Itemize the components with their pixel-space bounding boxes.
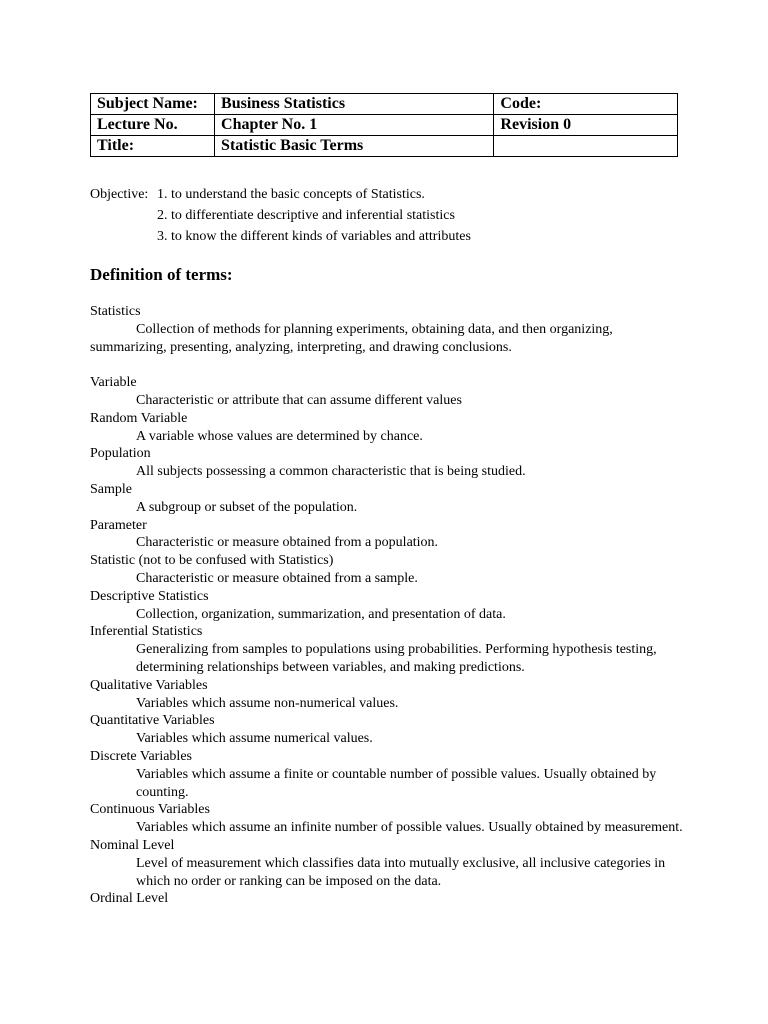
definition-statistic [90, 552, 690, 588]
code-label: Code: [494, 94, 678, 115]
definition-text: Variables which assume non-numerical values. [136, 695, 399, 711]
definition-variable [90, 374, 690, 410]
header-table [90, 93, 678, 157]
definition-text: Characteristic or measure obtained from a population. [136, 535, 439, 551]
definition-text: Variables which assume numerical values. [136, 731, 373, 747]
header-row-lecture [91, 115, 678, 136]
definition-term: Random Variable [90, 410, 188, 426]
definition-term: Nominal Level [90, 837, 175, 853]
definition-term: Qualitative Variables [90, 677, 208, 693]
title-label: Title: [91, 136, 215, 157]
definition-ordinal-level [90, 890, 690, 908]
definition-term: Ordinal Level [90, 891, 169, 907]
objective-item: 1. to understand the basic concepts of Statistics. [157, 187, 425, 202]
definition-text: Collection, organization, summarization, and presentation of data. [136, 606, 506, 622]
objective-item: 2. to differentiate descriptive and inferential statistics [157, 208, 455, 223]
empty-cell [494, 136, 678, 157]
definition-term: Quantitative Variables [90, 713, 215, 729]
title-value: Statistic Basic Terms [215, 136, 494, 157]
definition-inferential-statistics [90, 623, 690, 676]
objective-block [90, 184, 471, 247]
definition-term: Inferential Statistics [90, 624, 203, 640]
lecture-no-value: Chapter No. 1 [215, 115, 494, 136]
definition-text: All subjects possessing a common characteristic that is being studied. [136, 464, 526, 480]
lecture-no-label: Lecture No. [91, 115, 215, 136]
objective-line-1 [90, 184, 471, 205]
definition-term: Discrete Variables [90, 748, 192, 764]
objective-line-2 [90, 205, 471, 226]
definition-text: Generalizing from samples to populations using probabilities. Performing hypothesis testing, determining relationships between variables, and making predictions. [136, 642, 657, 675]
definition-continuous-variables [90, 801, 690, 837]
definition-term: Parameter [90, 517, 147, 533]
definition-quantitative-variables [90, 712, 690, 748]
section-heading: Definition of terms: [90, 265, 233, 284]
definition-qualitative-variables [90, 677, 690, 713]
objective-line-3 [90, 226, 471, 247]
definition-text: Characteristic or measure obtained from a sample. [136, 570, 418, 586]
definition-text: Variables which assume a finite or countable number of possible values. Usually obtained by counting. [136, 766, 657, 800]
definition-population [90, 445, 690, 481]
definition-random-variable [90, 410, 690, 446]
header-row-subject [91, 94, 678, 115]
objective-label: Objective: [90, 187, 149, 202]
definition-statistics [90, 303, 690, 356]
definition-nominal-level [90, 837, 690, 890]
subject-name-label: Subject Name: [91, 94, 215, 115]
header-row-title [91, 136, 678, 157]
definition-descriptive-statistics [90, 588, 690, 624]
definition-term: Descriptive Statistics [90, 588, 209, 604]
definition-text: Collection of methods for planning experiments, obtaining data, and then organizing, summarizing, presenting, analyzing, interpreting, and drawing conclusions. [90, 321, 613, 355]
definition-term: Continuous Variables [90, 802, 210, 818]
definition-term: Variable [90, 375, 137, 391]
definition-parameter [90, 517, 690, 553]
definitions-list [90, 303, 690, 908]
definition-term: Sample [90, 481, 132, 497]
objective-item: 3. to know the different kinds of variables and attributes [157, 229, 471, 244]
definition-term: Statistics [90, 304, 141, 319]
definition-text: A subgroup or subset of the population. [136, 499, 358, 515]
definition-term: Population [90, 446, 151, 462]
definition-text: Level of measurement which classifies data into mutually exclusive, all inclusive categories in which no order or ranking can be imposed on the data. [136, 855, 666, 889]
definition-text: Characteristic or attribute that can assume different values [136, 392, 462, 408]
subject-name-value: Business Statistics [215, 94, 494, 115]
definition-text: A variable whose values are determined by chance. [136, 428, 423, 444]
definition-sample [90, 481, 690, 517]
definition-text: Variables which assume an infinite number of possible values. Usually obtained by measurement. [136, 820, 683, 836]
definition-term: Statistic (not to be confused with Statistics) [90, 553, 334, 569]
revision-label: Revision 0 [494, 115, 678, 136]
definition-discrete-variables [90, 748, 690, 801]
